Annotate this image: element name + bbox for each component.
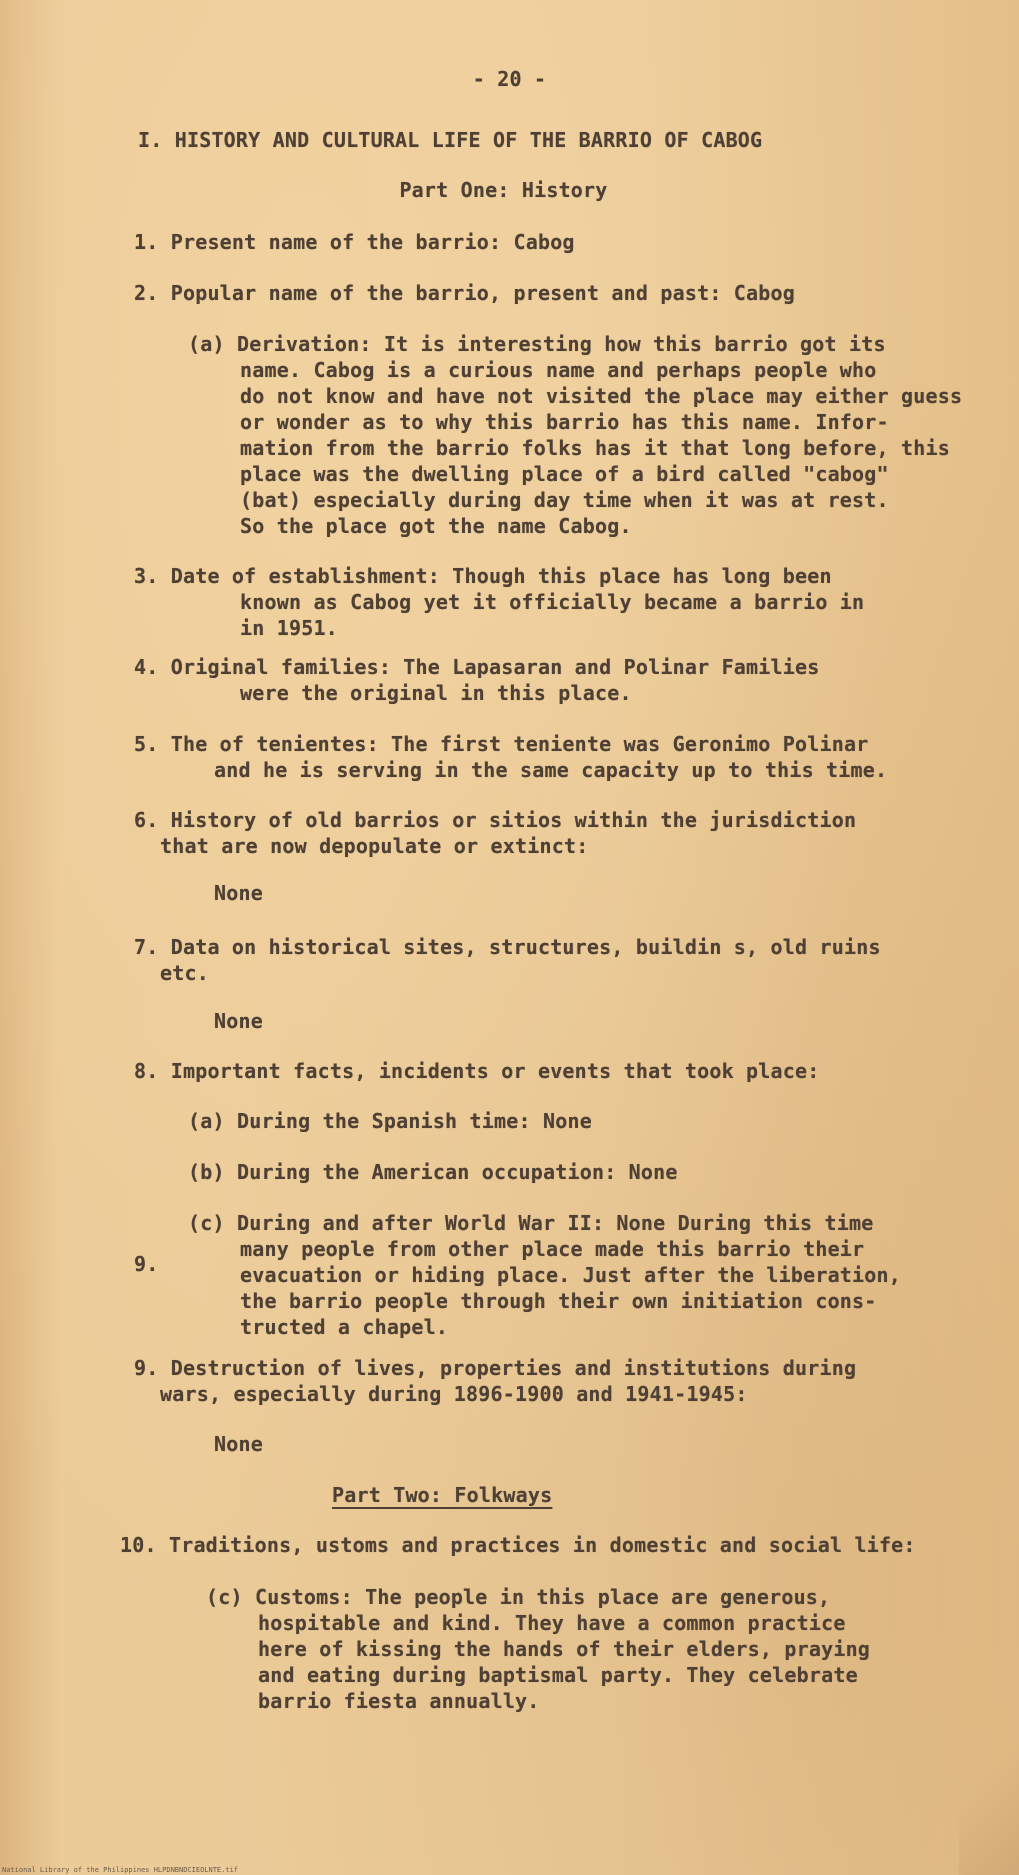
item-7-answer: None	[214, 1009, 263, 1033]
part-one-title: Part One: History	[399, 178, 608, 202]
archive-footer: National Library of the Philippines HLPDNBNDCIEOLNTE.tif	[2, 1866, 239, 1874]
item-2a-line-7: (bat) especially during day time when it was at rest.	[240, 488, 889, 512]
item-2a-line-3: do not know and have not visited the place may either guess	[240, 384, 963, 408]
item-9-line-2: wars, especially during 1896-1900 and 1941-1945:	[160, 1382, 748, 1406]
item-2a-line-5: mation from the barrio folks has it that long before, this	[240, 436, 950, 460]
item-6-line-1: 6. History of old barrios or sitios within the jurisdiction	[134, 808, 857, 832]
item-10a-line-2: hospitable and kind. They have a common practice	[258, 1611, 846, 1635]
item-2a-line-8: So the place got the name Cabog.	[240, 514, 632, 538]
item-4-line-1: 4. Original families: The Lapasaran and Polinar Families	[134, 655, 820, 679]
item-4-line-2: were the original in this place.	[240, 681, 632, 705]
item-3-line-1: 3. Date of establishment: Though this place has long been	[134, 564, 832, 588]
item-1-present-name: 1. Present name of the barrio: Cabog	[134, 230, 575, 254]
item-2-popular-name: 2. Popular name of the barrio, present and past: Cabog	[134, 281, 796, 305]
document-heading: I. HISTORY AND CULTURAL LIFE OF THE BARRIO OF CABOG	[138, 128, 763, 152]
item-6-answer: None	[214, 881, 263, 905]
item-6-line-2: that are now depopulate or extinct:	[160, 834, 589, 858]
item-10a-line-5: barrio fiesta annually.	[258, 1689, 540, 1713]
item-10a-line-3: here of kissing the hands of their elders, praying	[258, 1637, 871, 1661]
item-3-line-2: known as Cabog yet it officially became a barrio in	[240, 590, 865, 614]
item-5-line-2: and he is serving in the same capacity up to this time.	[214, 758, 888, 782]
item-7-line-1: 7. Data on historical sites, structures, buildin s, old ruins	[134, 935, 881, 959]
part-two-title: Part Two: Folkways	[332, 1483, 553, 1507]
item-8b-american-occupation: (b) During the American occupation: None	[188, 1160, 678, 1184]
item-8a-spanish-time: (a) During the Spanish time: None	[188, 1109, 592, 1133]
item-8c-line-5: tructed a chapel.	[240, 1315, 449, 1339]
item-2a-line-4: or wonder as to why this barrio has this name. Infor-	[240, 410, 889, 434]
item-10a-line-1: (c) Customs: The people in this place are generous,	[206, 1585, 831, 1609]
item-8c-line-1: (c) During and after World War II: None During this time	[188, 1211, 874, 1235]
item-7-line-2: etc.	[160, 961, 209, 985]
item-8c-line-2: many people from other place made this barrio their	[240, 1237, 865, 1261]
item-3-line-3: in 1951.	[240, 616, 338, 640]
item-9-answer: None	[214, 1432, 263, 1456]
item-8-important-facts: 8. Important facts, incidents or events that took place:	[134, 1059, 820, 1083]
item-2a-line-2: name. Cabog is a curious name and perhaps people who	[240, 358, 877, 382]
page-corner-shadow	[959, 1715, 1019, 1875]
item-8c-line-3: evacuation or hiding place. Just after the liberation,	[240, 1263, 902, 1287]
item-2a-line-6: place was the dwelling place of a bird called "cabog"	[240, 462, 889, 486]
item-2a-line-1: (a) Derivation: It is interesting how this barrio got its	[188, 332, 886, 356]
margin-number-9: 9.	[134, 1252, 159, 1276]
item-8c-line-4: the barrio people through their own initiation cons-	[240, 1289, 877, 1313]
item-10-traditions: 10. Traditions, ustoms and practices in domestic and social life:	[120, 1533, 916, 1557]
item-10a-line-4: and eating during baptismal party. They celebrate	[258, 1663, 858, 1687]
page-number: - 20 -	[472, 67, 547, 91]
item-5-line-1: 5. The of tenientes: The first teniente was Geronimo Polinar	[134, 732, 869, 756]
item-9-line-1: 9. Destruction of lives, properties and institutions during	[134, 1356, 857, 1380]
